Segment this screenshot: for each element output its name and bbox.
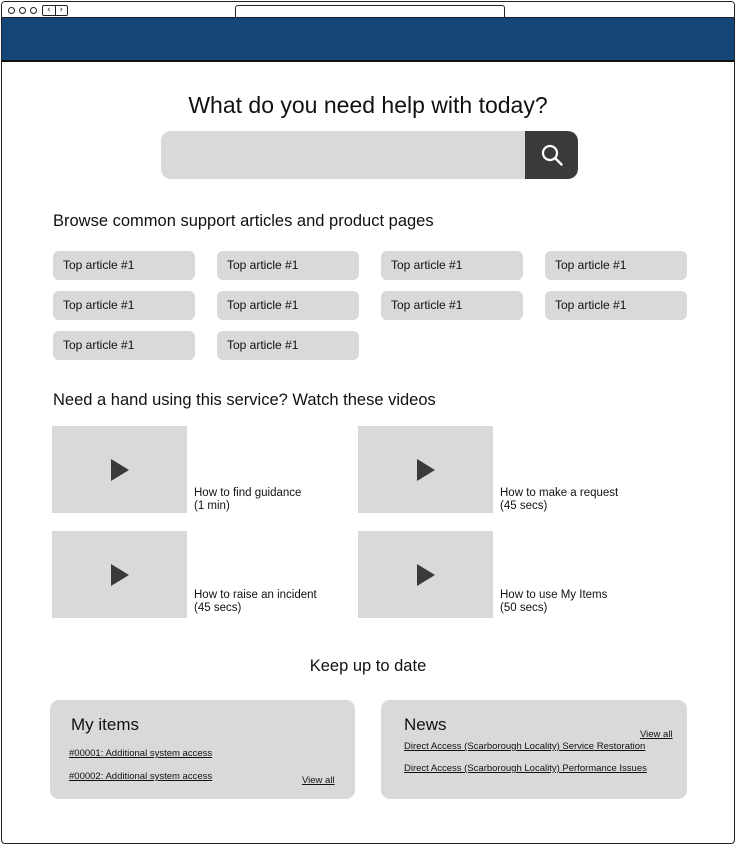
video-duration: (50 secs) <box>500 602 548 614</box>
top-article-chip[interactable]: Top article #1 <box>545 251 687 280</box>
top-article-chip[interactable]: Top article #1 <box>381 251 523 280</box>
top-article-chip[interactable]: Top article #1 <box>217 291 359 320</box>
play-icon <box>111 459 129 481</box>
top-article-chip[interactable]: Top article #1 <box>381 291 523 320</box>
search-bar <box>161 131 578 179</box>
window-close-dot[interactable] <box>8 7 15 14</box>
play-icon <box>111 564 129 586</box>
video-caption[interactable] <box>194 589 354 615</box>
search-icon <box>540 143 564 167</box>
video-caption[interactable] <box>194 487 354 513</box>
top-article-chip[interactable]: Top article #1 <box>545 291 687 320</box>
window-minimize-dot[interactable] <box>19 7 26 14</box>
news-view-all-link[interactable]: View all <box>640 729 673 740</box>
updates-heading: Keep up to date <box>309 657 427 675</box>
browser-nav-buttons <box>42 5 68 16</box>
top-article-chip[interactable]: Top article #1 <box>217 331 359 360</box>
articles-heading: Browse common support articles and product pages <box>53 212 434 230</box>
my-items-title: My items <box>71 715 139 734</box>
news-title: News <box>404 715 447 734</box>
page-title: What do you need help with today? <box>188 92 548 118</box>
my-items-view-all-link[interactable]: View all <box>302 775 335 786</box>
video-duration: (45 secs) <box>500 500 548 512</box>
window-maximize-dot[interactable] <box>30 7 37 14</box>
video-title: How to find guidance <box>194 487 302 499</box>
top-article-chip[interactable]: Top article #1 <box>53 251 195 280</box>
back-icon[interactable]: ‹ <box>46 5 51 15</box>
video-title: How to use My Items <box>500 589 608 601</box>
news-card <box>381 700 687 799</box>
video-caption[interactable] <box>500 487 660 513</box>
top-article-chip[interactable]: Top article #1 <box>53 331 195 360</box>
browser-chrome <box>2 2 734 18</box>
video-title: How to make a request <box>500 487 619 499</box>
play-icon <box>417 564 435 586</box>
search-input[interactable] <box>161 131 525 179</box>
video-thumbnail[interactable] <box>358 426 493 513</box>
video-caption[interactable] <box>500 589 660 615</box>
video-duration: (45 secs) <box>194 602 242 614</box>
my-items-card <box>50 700 355 799</box>
video-thumbnail[interactable] <box>358 531 493 618</box>
top-article-chip[interactable]: Top article #1 <box>217 251 359 280</box>
video-duration: (1 min) <box>194 500 230 512</box>
my-item-link[interactable]: #00002: Additional system access <box>69 771 213 782</box>
address-bar[interactable] <box>235 5 505 17</box>
video-title: How to raise an incident <box>194 589 317 601</box>
top-article-chip[interactable]: Top article #1 <box>53 291 195 320</box>
my-item-link[interactable]: #00001: Additional system access <box>69 748 213 759</box>
search-button[interactable] <box>525 131 578 179</box>
forward-icon[interactable]: › <box>55 6 68 15</box>
video-thumbnail[interactable] <box>52 531 187 618</box>
site-header-bar <box>2 18 734 62</box>
play-icon <box>417 459 435 481</box>
news-link[interactable]: Direct Access (Scarborough Locality) Performance Issues <box>404 763 647 774</box>
video-thumbnail[interactable] <box>52 426 187 513</box>
news-link[interactable]: Direct Access (Scarborough Locality) Service Restoration <box>404 741 646 752</box>
videos-heading: Need a hand using this service? Watch these videos <box>53 391 436 409</box>
